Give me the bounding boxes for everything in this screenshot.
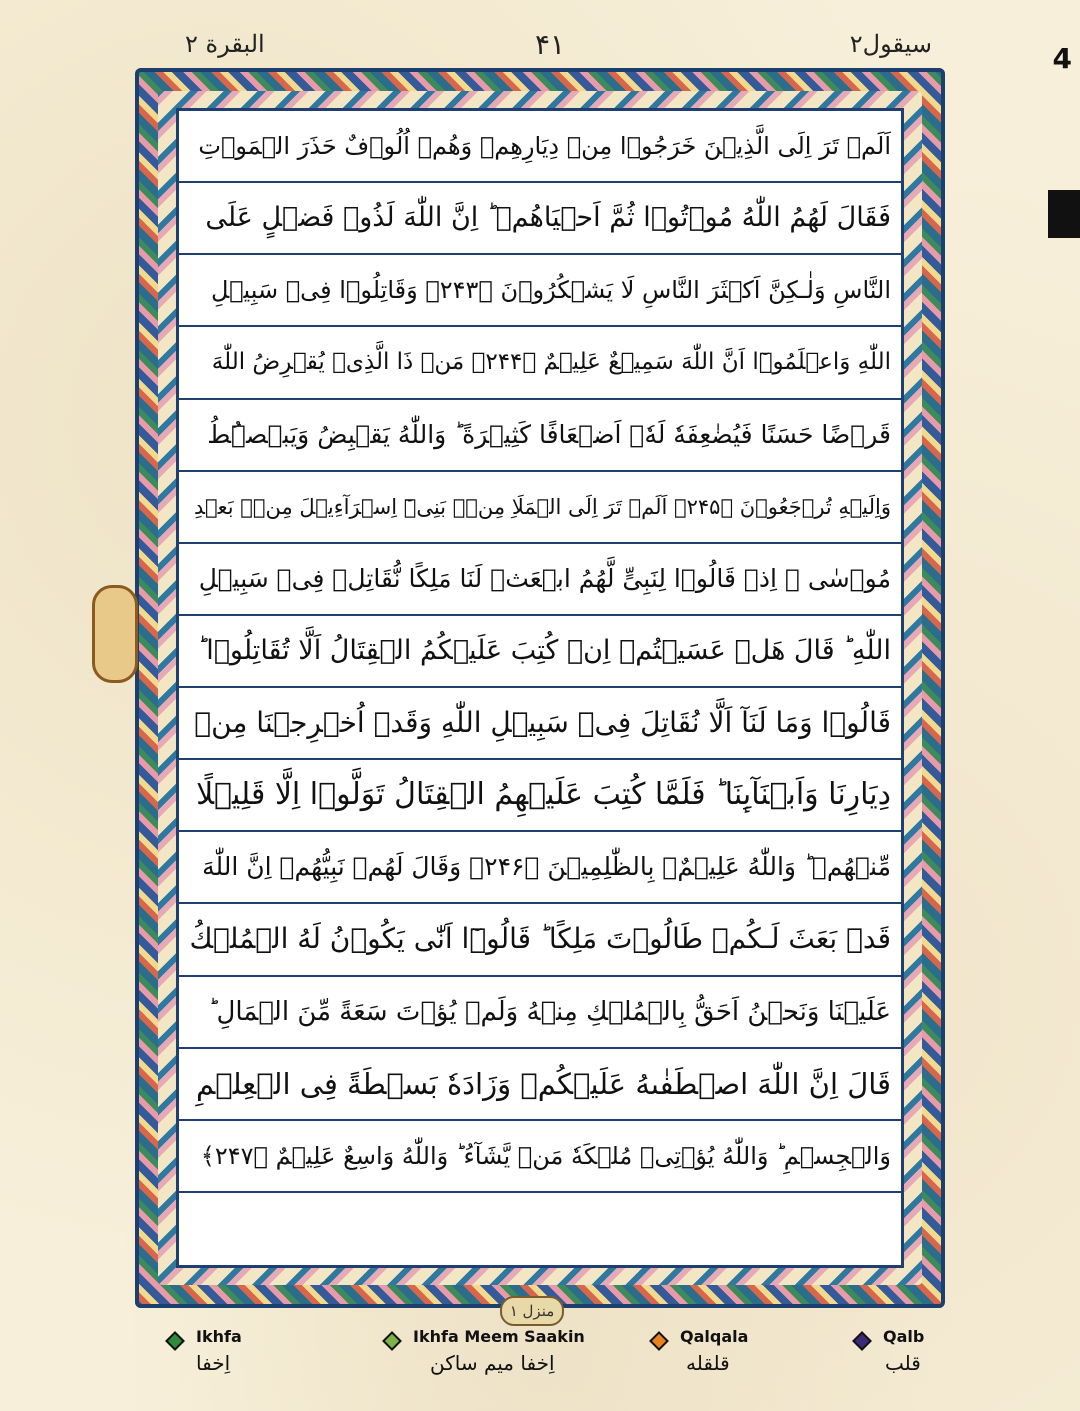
- diamond-icon: [382, 1331, 402, 1351]
- verse-line: مِّنۡهُمۡ ؕ وَاللّٰهُ عَلِيۡمٌۢ بِالظّٰلِمِيۡنَ ﴿۲۴۶﴾ وَقَالَ لَهُمۡ نَبِيُّهُمۡ اِنَّ اللّٰهَ: [179, 832, 901, 904]
- verse-line: دِيَارِنَا وَاَبۡنَآٮِٕنَا ؕ فَلَمَّا كُتِبَ عَلَيۡهِمُ الۡقِتَالُ تَوَلَّوۡا اِلَّا قَلِيۡلًا: [179, 760, 901, 832]
- legend-label-en: Ikhfa Meem Saakin: [413, 1327, 585, 1346]
- verse-line: اللّٰهِ ؕ قَالَ هَلۡ عَسَيۡتُمۡ اِنۡ كُتِبَ عَلَيۡكُمُ الۡقِتَالُ اَلَّا تُقَاتِلُوۡا ؕ: [179, 616, 901, 688]
- legend-label-ar: اِخفا: [196, 1351, 231, 1375]
- edge-index-number: 4: [1052, 42, 1072, 75]
- legend-label-ar: قلقله: [686, 1351, 730, 1375]
- verse-text-panel: [176, 108, 904, 1268]
- verse-line: قَرۡضًا حَسَنًا فَيُضٰعِفَهٗ لَهٗۤ اَضۡعَافًا كَثِيۡرَةً ؕ وَاللّٰهُ يَقۡبِضُ وَيَبۡصُۜطُ: [179, 400, 901, 472]
- page-number: ۴۱: [534, 28, 566, 61]
- edge-tab-marker: [1048, 190, 1080, 238]
- legend-label-ar: قلب: [885, 1351, 921, 1375]
- verse-lines: [179, 111, 901, 1265]
- verse-line: وَاِلَيۡهِ تُرۡجَعُوۡنَ ﴿۲۴۵﴾ اَلَمۡ تَرَ اِلَى الۡمَلَاِ مِنۡۢ بَنِىۡٓ اِسۡرَآءِيۡلَ مِنۡۢ بَعۡدِ: [179, 472, 901, 544]
- juz-name: سيقول۲: [849, 30, 932, 58]
- ruku-medallion-icon: [92, 585, 138, 683]
- legend-label-ar: اِخفا میم ساکن: [430, 1351, 555, 1375]
- page-header: [0, 28, 1080, 68]
- legend-label-en: Qalb: [883, 1327, 925, 1346]
- verse-line: النَّاسِ وَلٰـكِنَّ اَكۡثَرَ النَّاسِ لَا يَشۡکُرُوۡنَ ﴿۲۴۳﴾ وَقَاتِلُوۡا فِىۡ سَبِيۡلِ: [179, 255, 901, 327]
- verse-line: اَلَمۡ تَرَ اِلَى الَّذِيۡنَ خَرَجُوۡا مِنۡ دِيَارِهِمۡ وَهُمۡ اُلُوۡفٌ حَذَرَ الۡمَوۡتِ: [179, 111, 901, 183]
- verse-line: قَدۡ بَعَثَ لَـكُمۡ طَالُوۡتَ مَلِكًا ؕ قَالُوۡٓا اَنّٰى يَكُوۡنُ لَهُ الۡمُلۡكُ: [179, 904, 901, 976]
- verse-line: اللّٰهِ وَاعۡلَمُوۡٓا اَنَّ اللّٰهَ سَمِيۡعٌ عَلِيۡمٌ ﴿۲۴۴﴾ مَنۡ ذَا الَّذِىۡ يُقۡرِضُ اللّٰهَ: [179, 327, 901, 399]
- verse-line: قَالَ اِنَّ اللّٰهَ اصۡطَفٰٮهُ عَلَيۡكُمۡ وَزَادَهٗ بَسۡطَةً فِى الۡعِلۡمِ: [179, 1049, 901, 1121]
- surah-name: البقرة ۲: [185, 30, 265, 58]
- legend-label-en: Ikhfa: [196, 1327, 242, 1346]
- verse-line: مُوۡسٰى ۘ اِذۡ قَالُوۡا لِنَبِىٍّ لَّهُمُ ابۡعَثۡ لَنَا مَلِكًا نُّقَاتِلۡ فِىۡ سَبِيۡلِ: [179, 544, 901, 616]
- tajweed-legend: [0, 1325, 1080, 1411]
- diamond-icon: [649, 1331, 669, 1351]
- diamond-icon: [165, 1331, 185, 1351]
- verse-line: وَالۡجِسۡمِ ؕ وَاللّٰهُ يُؤۡتِىۡ مُلۡكَهٗ مَنۡ يَّشَآءُ ؕ وَاللّٰهُ وَاسِعٌ عَلِيۡمٌ ﴿۲۴۷﴾: [179, 1121, 901, 1193]
- verse-line: عَلَيۡنَا وَنَحۡنُ اَحَقُّ بِالۡمُلۡكِ مِنۡهُ وَلَمۡ يُؤۡتَ سَعَةً مِّنَ الۡمَالِ ؕ: [179, 977, 901, 1049]
- manzil-marker: منزل ١: [500, 1296, 564, 1326]
- legend-label-en: Qalqala: [680, 1327, 749, 1346]
- diamond-icon: [852, 1331, 872, 1351]
- verse-line: فَقَالَ لَهُمُ اللّٰهُ مُوۡتُوۡا ثُمَّ اَحۡيَاهُمۡ ؕ اِنَّ اللّٰهَ لَذُوۡ فَضۡلٍ عَلَى: [179, 183, 901, 255]
- verse-line: قَالُوۡا وَمَا لَنَآ اَلَّا نُقَاتِلَ فِىۡ سَبِيۡلِ اللّٰهِ وَقَدۡ اُخۡرِجۡنَا مِنۡ: [179, 688, 901, 760]
- verse-line: [179, 1193, 901, 1265]
